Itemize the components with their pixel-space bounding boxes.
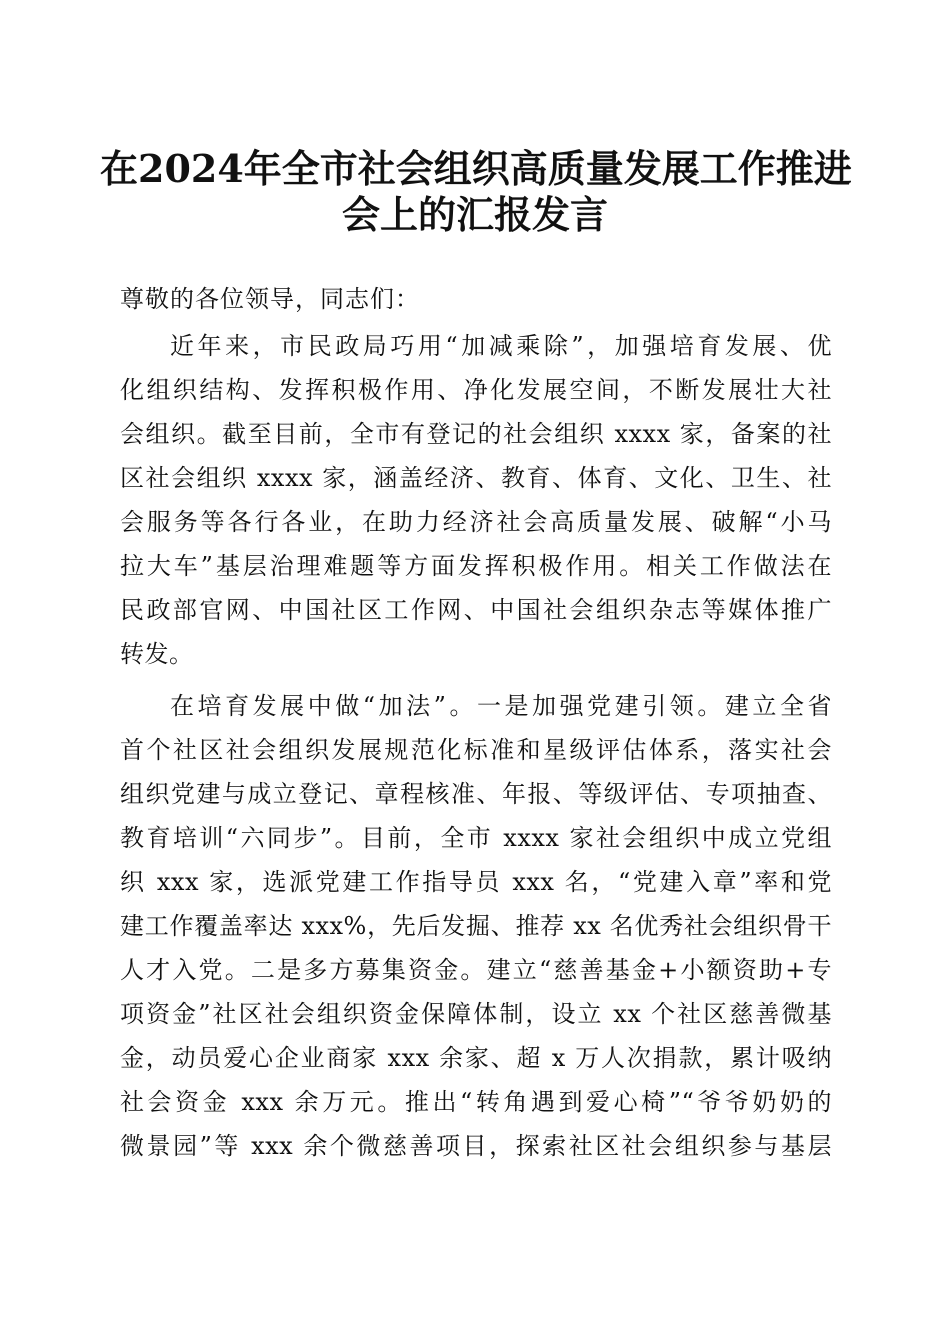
paragraph-1-line: 区社会组织 xxxx 家，涵盖经济、教育、体育、文化、卫生、社 <box>120 464 832 492</box>
paragraph-2-line: 项资金”社区社会组织资金保障体制，设立 xx 个社区慈善微基 <box>120 1000 832 1028</box>
paragraph-1-line: 拉大车”基层治理难题等方面发挥积极作用。相关工作做法在 <box>120 552 832 580</box>
paragraph-2-line: 组织党建与成立登记、章程核准、年报、等级评估、专项抽查、 <box>120 780 832 808</box>
paragraph-1-line: 化组织结构、发挥积极作用、净化发展空间，不断发展壮大社 <box>120 376 832 404</box>
document-title-line-2: 会上的汇报发言 <box>341 192 608 237</box>
document-title-line-1: 在2024年全市社会组织高质量发展工作推进 <box>100 146 852 191</box>
paragraph-2-line: 织 xxx 家，选派党建工作指导员 xxx 名，“党建入章”率和党 <box>120 868 832 896</box>
paragraph-2-line: 微景园”等 xxx 余个微慈善项目，探索社区社会组织参与基层 <box>120 1132 832 1160</box>
paragraph-1-line: 近年来，市民政局巧用“加减乘除”，加强培育发展、优 <box>170 332 832 360</box>
paragraph-1-line: 会服务等各行各业，在助力经济社会高质量发展、破解“小马 <box>120 508 832 536</box>
paragraph-2-line: 建工作覆盖率达 xxx%，先后发掘、推荐 xx 名优秀社会组织骨干 <box>120 912 832 940</box>
paragraph-2-line: 首个社区社会组织发展规范化标准和星级评估体系，落实社会 <box>120 736 832 764</box>
paragraph-2-line: 在培育发展中做“加法”。一是加强党建引领。建立全省 <box>170 692 832 720</box>
paragraph-1-line: 会组织。截至目前，全市有登记的社会组织 xxxx 家，备案的社 <box>120 420 832 448</box>
paragraph-2-line: 金，动员爱心企业商家 xxx 余家、超 x 万人次捐款，累计吸纳 <box>120 1044 832 1072</box>
paragraph-2-line: 社会资金 xxx 余万元。推出“转角遇到爱心椅”“爷爷奶奶的 <box>120 1088 832 1116</box>
paragraph-2-line: 教育培训“六同步”。目前，全市 xxxx 家社会组织中成立党组 <box>120 824 832 852</box>
salutation: 尊敬的各位领导，同志们： <box>120 285 420 313</box>
paragraph-1-line: 民政部官网、中国社区工作网、中国社会组织杂志等媒体推广 <box>120 596 832 624</box>
paragraph-2-line: 人才入党。二是多方募集资金。建立“慈善基金+小额资助+专 <box>120 956 832 984</box>
paragraph-1-line: 转发。 <box>120 640 194 668</box>
